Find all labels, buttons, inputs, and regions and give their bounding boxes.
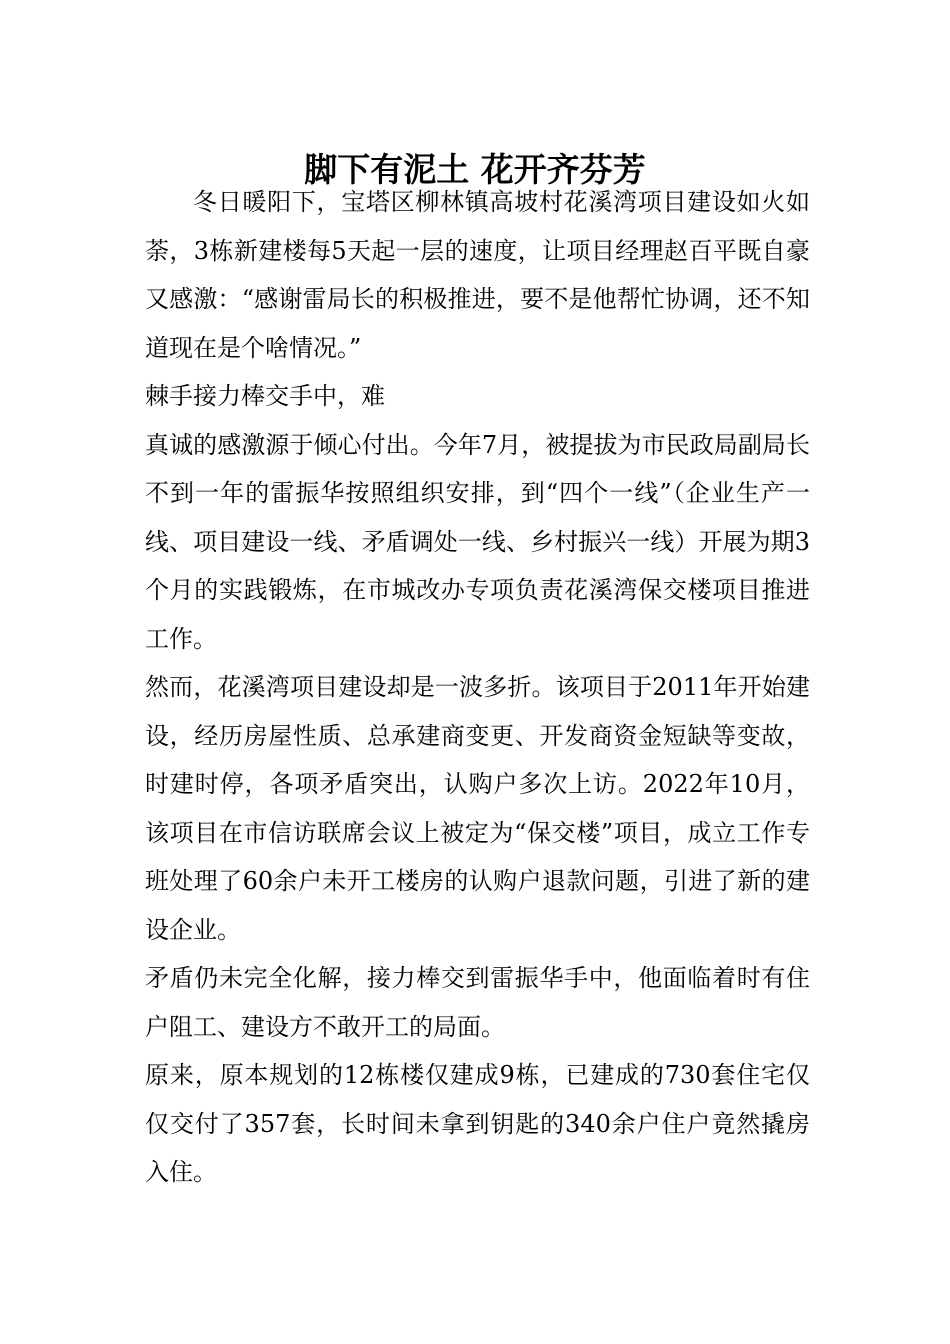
- paragraph-4: 然而，花溪湾项目建设却是一波多折。该项目于2011年开始建设，经历房屋性质、总承建商变更、开发商资金短缺等变故，时建时停，各项矛盾突出，认购户多次上访。2022年10月，该项目在市信访联席会议上被定为“保交楼”项目，成立工作专班处理了60余户未开工楼房的认购户退款问题，引进了新的建设企业。: [145, 673, 810, 944]
- document-title: 脚下有泥土 花开齐芬芳: [304, 150, 646, 190]
- paragraph-3: 真诚的感激源于倾心付出。今年7月，被提拔为市民政局副局长不到一年的雷振华按照组织安排，到“四个一线”（企业生产一线、项目建设一线、矛盾调处一线、乡村振兴一线）开展为期3个月的实践锻炼，在市城改办专项负责花溪湾保交楼项目推进工作。: [145, 430, 810, 653]
- paragraph-6: 原来，原本规划的12栋楼仅建成9栋，已建成的730套住宅仅仅交付了357套，长时间未拿到钥匙的340余户住户竟然撬房入住。: [145, 1061, 810, 1186]
- paragraph-1: 冬日暖阳下，宝塔区柳林镇高坡村花溪湾项目建设如火如荼，3栋新建楼每5天起一层的速度，让项目经理赵百平既自豪又感激：“感谢雷局长的积极推进，要不是他帮忙协调，还不知道现在是个啥情况。”: [145, 188, 810, 362]
- paragraph-5: 矛盾仍未完全化解，接力棒交到雷振华手中，他面临着时有住户阻工、建设方不敢开工的局面。: [145, 964, 810, 1041]
- document-body: [145, 178, 810, 1197]
- paragraph-2: 棘手接力棒交手中，难: [145, 382, 385, 410]
